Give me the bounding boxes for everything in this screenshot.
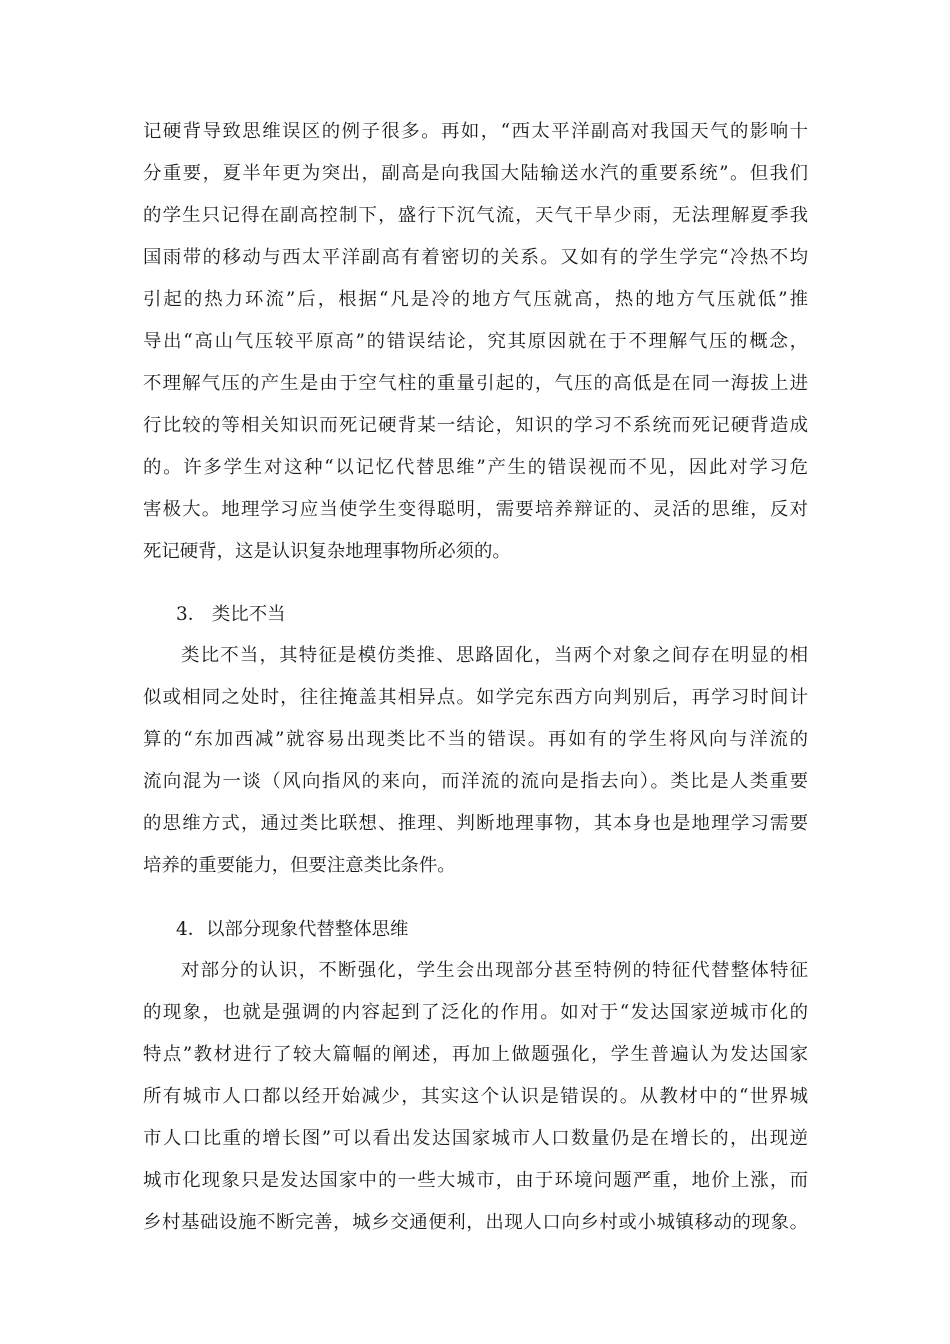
paragraph-line: 的思维方式，通过类比联想、推理、判断地理事物，其本身也是地理学习需要 — [143, 813, 808, 834]
paragraph-line: 分重要，夏半年更为突出，副高是向我国大陆输送水汽的重要系统”。但我们 — [143, 163, 808, 184]
paragraph-line: 所有城市人口都以经开始减少，其实这个认识是错误的。从教材中的“世界城 — [143, 1086, 808, 1107]
paragraph-line: 国雨带的移动与西太平洋副高有着密切的关系。又如有的学生学完“冷热不均 — [143, 247, 808, 268]
paragraph-line: 城市化现象只是发达国家中的一些大城市，由于环境问题严重，地价上涨，而 — [143, 1170, 808, 1191]
paragraph-line: 算的“东加西减”就容易出现类比不当的错误。再如有的学生将风向与洋流的 — [143, 729, 808, 750]
paragraph-line: 流向混为一谈（风向指风的来向，而洋流的流向是指去向）。类比是人类重要 — [143, 771, 808, 792]
paragraph-line: 不理解气压的产生是由于空气柱的重量引起的，气压的高低是在同一海拔上进 — [143, 373, 808, 394]
paragraph-line: 的现象，也就是强调的内容起到了泛化的作用。如对于“发达国家逆城市化的 — [143, 1002, 808, 1023]
paragraph-line: 导出“高山气压较平原高”的错误结论，究其原因就在于不理解气压的概念， — [143, 331, 808, 352]
paragraph-line: 类比不当，其特征是模仿类推、思路固化，当两个对象之间存在明显的相 — [181, 645, 808, 666]
paragraph-line: 特点”教材进行了较大篇幅的阐述，再加上做题强化，学生普遍认为发达国家 — [143, 1044, 808, 1065]
paragraph-line: 行比较的等相关知识而死记硬背某一结论，知识的学习不系统而死记硬背造成 — [143, 415, 808, 436]
paragraph-line: 记硬背导致思维误区的例子很多。再如，“西太平洋副高对我国天气的影响十 — [143, 121, 808, 142]
paragraph-line: 市人口比重的增长图”可以看出发达国家城市人口数量仍是在增长的，出现逆 — [143, 1128, 808, 1149]
paragraph-line: 害极大。地理学习应当使学生变得聪明，需要培养辩证的、灵活的思维，反对 — [143, 499, 808, 520]
paragraph-line: 的。许多学生对这种“以记忆代替思维”产生的错误视而不见，因此对学习危 — [143, 457, 808, 478]
paragraph-line: 对部分的认识，不断强化，学生会出现部分甚至特例的特征代替整体特征 — [181, 960, 808, 981]
paragraph-line: 死记硬背，这是认识复杂地理事物所必须的。 — [143, 541, 511, 562]
paragraph-line: 乡村基础设施不断完善，城乡交通便利，出现人口向乡村或小城镇移动的现象。 — [143, 1212, 808, 1233]
section-heading: 4．以部分现象代替整体思维 — [176, 919, 409, 940]
paragraph-line: 的学生只记得在副高控制下，盛行下沉气流，天气干旱少雨，无法理解夏季我 — [143, 205, 808, 226]
paragraph-line: 似或相同之处时，往往掩盖其相异点。如学完东西方向判别后，再学习时间计 — [143, 687, 808, 708]
section-heading: 3． 类比不当 — [176, 604, 286, 625]
paragraph-line: 培养的重要能力，但要注意类比条件。 — [143, 855, 456, 876]
paragraph-line: 引起的热力环流”后，根据“凡是冷的地方气压就高，热的地方气压就低”推 — [143, 289, 808, 310]
